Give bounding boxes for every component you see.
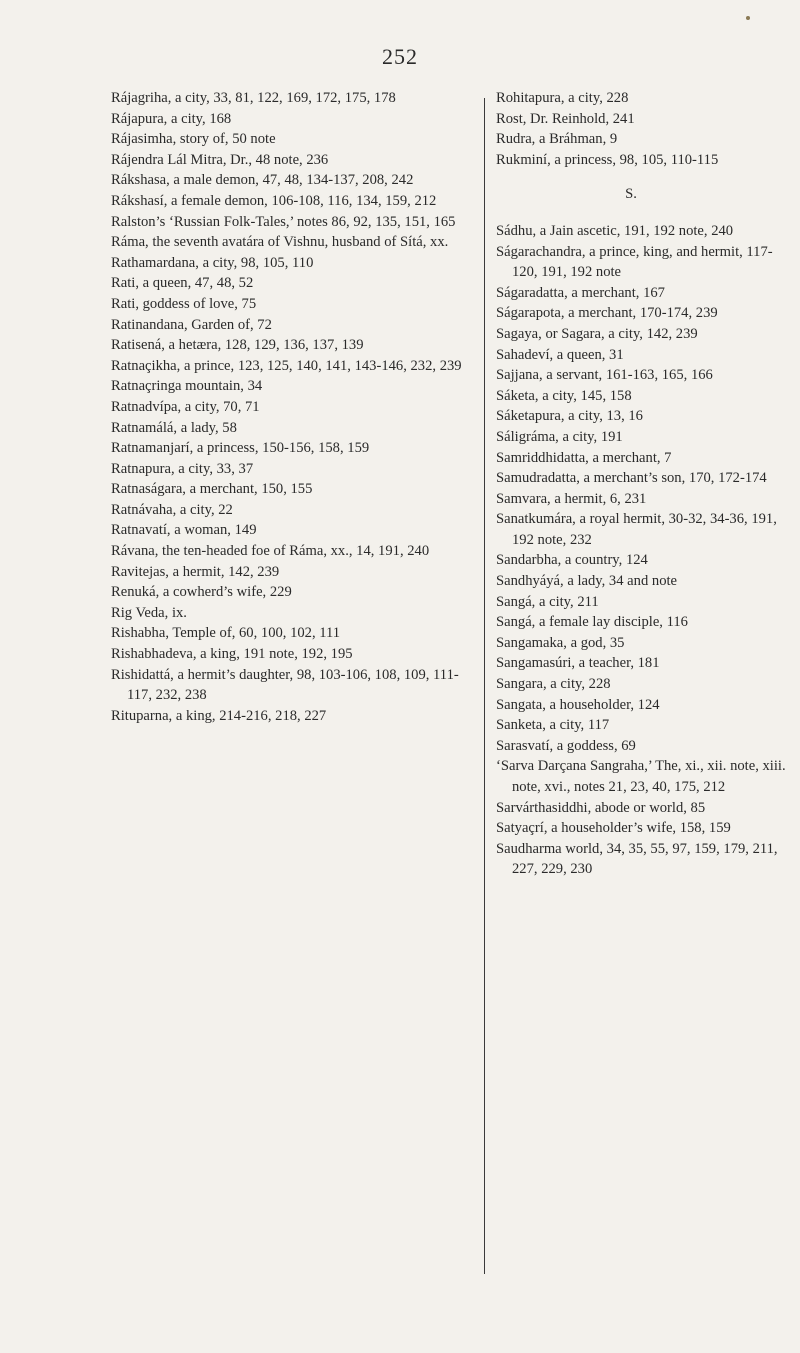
index-entry: Ratinandana, Garden of, 72 bbox=[111, 316, 272, 333]
index-entry: Ratnaçikha, a prince, 123, 125, 140, 141, 143-146, 232, 239 bbox=[111, 357, 462, 374]
index-entry: Sáketapura, a city, 13, 16 bbox=[496, 408, 643, 425]
index-entry: Rati, goddess of love, 75 bbox=[111, 295, 257, 312]
index-entry: Ráma, the seventh avatára of Vishnu, husband of Sítá, xx. bbox=[111, 234, 449, 251]
index-entry: Ratnadvípa, a city, 70, 71 bbox=[111, 398, 260, 415]
index-entry: Ratnávaha, a city, 22 bbox=[111, 501, 233, 518]
index-column-right bbox=[496, 88, 796, 880]
index-entry: Satyaçrí, a householder’s wife, 158, 159 bbox=[496, 820, 731, 837]
index-entry: Sarasvatí, a goddess, 69 bbox=[496, 737, 636, 754]
index-entry: Rost, Dr. Reinhold, 241 bbox=[496, 110, 635, 127]
index-entry: Rájagriha, a city, 33, 81, 122, 169, 172, 175, 178 bbox=[111, 90, 396, 106]
index-entry: Renuká, a cowherd’s wife, 229 bbox=[111, 584, 292, 601]
index-entry: Sahadeví, a queen, 31 bbox=[496, 346, 624, 363]
section-letter-heading: S. bbox=[625, 186, 637, 203]
column-divider bbox=[484, 98, 485, 1274]
index-entry: Ratnapura, a city, 33, 37 bbox=[111, 460, 254, 477]
index-entry: Sarvárthasiddhi, abode or world, 85 bbox=[496, 799, 706, 816]
index-entry: Rohitapura, a city, 228 bbox=[496, 90, 629, 106]
index-entry: Sangata, a householder, 124 bbox=[496, 696, 660, 713]
index-entry: Samvara, a hermit, 6, 231 bbox=[496, 490, 647, 507]
index-entry: Rájasimha, story of, 50 note bbox=[111, 131, 276, 148]
index-entry: Ságarapota, a merchant, 170-174, 239 bbox=[496, 305, 718, 322]
index-entry: Rishabha, Temple of, 60, 100, 102, 111 bbox=[111, 625, 341, 642]
index-entry: Rájendra Lál Mitra, Dr., 48 note, 236 bbox=[111, 151, 329, 168]
index-entry: Sangara, a city, 228 bbox=[496, 676, 611, 693]
index-entry: Samudradatta, a merchant’s son, 170, 172-174 bbox=[496, 470, 767, 487]
index-entry: Sanatkumára, a royal hermit, 30-32, 34-36, 191, 192 note, 232 bbox=[496, 511, 777, 548]
page-number: 252 bbox=[382, 44, 418, 69]
index-entry: Ratisená, a hetæra, 128, 129, 136, 137, 139 bbox=[111, 337, 364, 354]
index-entry: Sajjana, a servant, 161-163, 165, 166 bbox=[496, 367, 713, 384]
index-entry: Rathamardana, a city, 98, 105, 110 bbox=[111, 254, 314, 271]
index-entry: ‘Sarva Darçana Sangraha,’ The, xi., xii. note, xiii. note, xvi., notes 21, 23, 40, 175, 212 bbox=[496, 758, 786, 795]
index-entry: Rudra, a Bráhman, 9 bbox=[496, 131, 618, 148]
index-entry: Ratnaçringa mountain, 34 bbox=[111, 378, 263, 395]
page-blemish bbox=[746, 16, 750, 20]
index-entry: Rishabhadeva, a king, 191 note, 192, 195 bbox=[111, 646, 353, 663]
index-entry: Samriddhidatta, a merchant, 7 bbox=[496, 449, 672, 466]
index-entry: Ratnavatí, a woman, 149 bbox=[111, 522, 257, 539]
index-entry: Saudharma world, 34, 35, 55, 97, 159, 179, 211, 227, 229, 230 bbox=[496, 840, 778, 878]
index-entry: Sádhu, a Jain ascetic, 191, 192 note, 240 bbox=[496, 222, 734, 239]
index-entry: Ságarachandra, a prince, king, and hermit, 117-120, 191, 192 note bbox=[496, 243, 773, 281]
index-entry: Ratnaságara, a merchant, 150, 155 bbox=[111, 481, 313, 498]
index-entry: Sáketa, a city, 145, 158 bbox=[496, 387, 632, 404]
index-entry: Ratnamálá, a lady, 58 bbox=[111, 419, 237, 436]
index-entry: Ratnamanjarí, a princess, 150-156, 158, 159 bbox=[111, 440, 370, 457]
index-entry: Sagaya, or Sagara, a city, 142, 239 bbox=[496, 325, 698, 342]
index-entry: Rukminí, a princess, 98, 105, 110-115 bbox=[496, 151, 719, 168]
index-entry: Ravitejas, a hermit, 142, 239 bbox=[111, 563, 280, 580]
index-entry: Sandarbha, a country, 124 bbox=[496, 552, 648, 569]
index-entry: Ságaradatta, a merchant, 167 bbox=[496, 284, 665, 301]
index-column-left bbox=[111, 88, 477, 726]
index-entry: Sangá, a female lay disciple, 116 bbox=[496, 614, 688, 631]
index-entry: Rákshasa, a male demon, 47, 48, 134-137, 208, 242 bbox=[111, 172, 414, 189]
index-entry: Sanketa, a city, 117 bbox=[496, 717, 610, 734]
index-entry: Rávana, the ten-headed foe of Ráma, xx., 14, 191, 240 bbox=[111, 543, 430, 560]
index-entry: Sangamasúri, a teacher, 181 bbox=[496, 655, 660, 672]
index-entry: Rákshasí, a female demon, 106-108, 116, 134, 159, 212 bbox=[111, 192, 437, 209]
index-entry: Ralston’s ‘Russian Folk-Tales,’ notes 86, 92, 135, 151, 165 bbox=[111, 213, 456, 230]
index-entry: Rituparna, a king, 214-216, 218, 227 bbox=[111, 707, 327, 724]
index-entry: Rig Veda, ix. bbox=[111, 604, 187, 621]
index-entry: Rati, a queen, 47, 48, 52 bbox=[111, 275, 254, 292]
index-entry: Sangá, a city, 211 bbox=[496, 593, 599, 610]
index-entry: Sáligráma, a city, 191 bbox=[496, 428, 623, 445]
index-entry: Rájapura, a city, 168 bbox=[111, 110, 232, 127]
index-entry: Sandhyáyá, a lady, 34 and note bbox=[496, 573, 678, 590]
index-entry: Rishidattá, a hermit’s daughter, 98, 103-106, 108, 109, 111-117, 232, 238 bbox=[111, 666, 459, 704]
index-entry: Sangamaka, a god, 35 bbox=[496, 634, 625, 651]
